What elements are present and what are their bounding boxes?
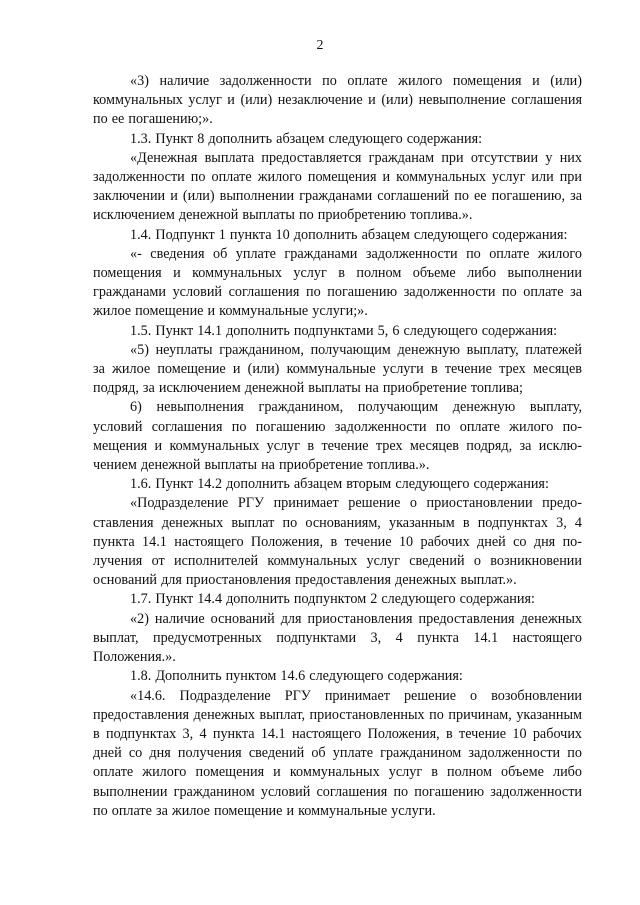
paragraph: «3) наличие задолженности по оплате жилого помещения и (или) коммунальных услуг и (или) незаключение и (или) невыполнение соглашения по ее погашению;». bbox=[93, 73, 582, 128]
paragraph: 1.5. Пункт 14.1 дополнить подпунктами 5, 6 следующего содержания: bbox=[130, 322, 558, 339]
paragraph: 1.4. Подпункт 1 пункта 10 дополнить абзацем следующего содержания: bbox=[130, 226, 568, 243]
paragraph: «5) неуплаты гражданином, получающим денежную выплату, платежей за жилое помещение и (или) коммунальные услуги в течение трех месяцев подряд, за исключением денежной выплаты на приобретение топлива; bbox=[93, 341, 582, 397]
paragraph: 1.3. Пункт 8 дополнить абзацем следующего содержания: bbox=[130, 130, 483, 147]
paragraph: «Денежная выплата предоставляется гражданам при отсутствии у них задолженности по оплате жилого помещения и коммунальных услуг или при заключении и (или) выполнении гражданами соглашений по ее погашению, за исключением денежной выплаты по приобретению топлива.». bbox=[93, 149, 582, 224]
document-body bbox=[93, 72, 582, 821]
paragraph: «- сведения об уплате гражданами задолженности по оплате жилого помещения и коммунальных услуг в полном объеме либо выполнении гражданами условий соглашения по погашению задолженности по оплате за жилое помещение и коммунальные услуги;». bbox=[93, 245, 582, 320]
paragraph: «2) наличие оснований для приостановления предоставления денежных выплат, предусмотренных подпунктами 3, 4 пункта 14.1 настоящего Положения.». bbox=[93, 610, 582, 666]
paragraph: 6) невыполнения гражданином, получающим денежную выплату, условий соглашения по погашению задолженности по оплате жилого помещения и коммунальных услуг в течение трех месяцев подряд, за исключением денежной выплаты на приобретение топлива.». bbox=[93, 399, 582, 474]
paragraph: «Подразделение РГУ принимает решение о приостановлении предоставления денежных выплат по основаниям, указанным в подпунктах 3, 4 пункта 14.1 настоящего Положения, в течение 10 рабочих дней со дня получения от исполнителей коммунальных услуг сведений о возникновении оснований для приостановления предоставления денежных выплат.». bbox=[93, 495, 582, 589]
paragraph: 1.7. Пункт 14.4 дополнить подпунктом 2 следующего содержания: bbox=[130, 591, 535, 608]
paragraph: «14.6. Подразделение РГУ принимает решение о возобновлении предоставления денежных выплат, приостановленных по причинам, указанным в подпунктах 3, 4 пункта 14.1 настоящего Положения, в течение 10 рабочих дней со дня получения сведений об уплате гражданином задолженности по оплате жилого помещения и коммунальных услуг в полном объеме либо выполнении гражданином условий соглашения по погашению задолженности по оплате за жилое помещение и коммунальные услуги. bbox=[93, 687, 582, 819]
page-number: 2 bbox=[316, 38, 324, 53]
paragraph: 1.8. Дополнить пунктом 14.6 следующего содержания: bbox=[130, 668, 463, 685]
paragraph: 1.6. Пункт 14.2 дополнить абзацем вторым следующего содержания: bbox=[130, 476, 549, 493]
